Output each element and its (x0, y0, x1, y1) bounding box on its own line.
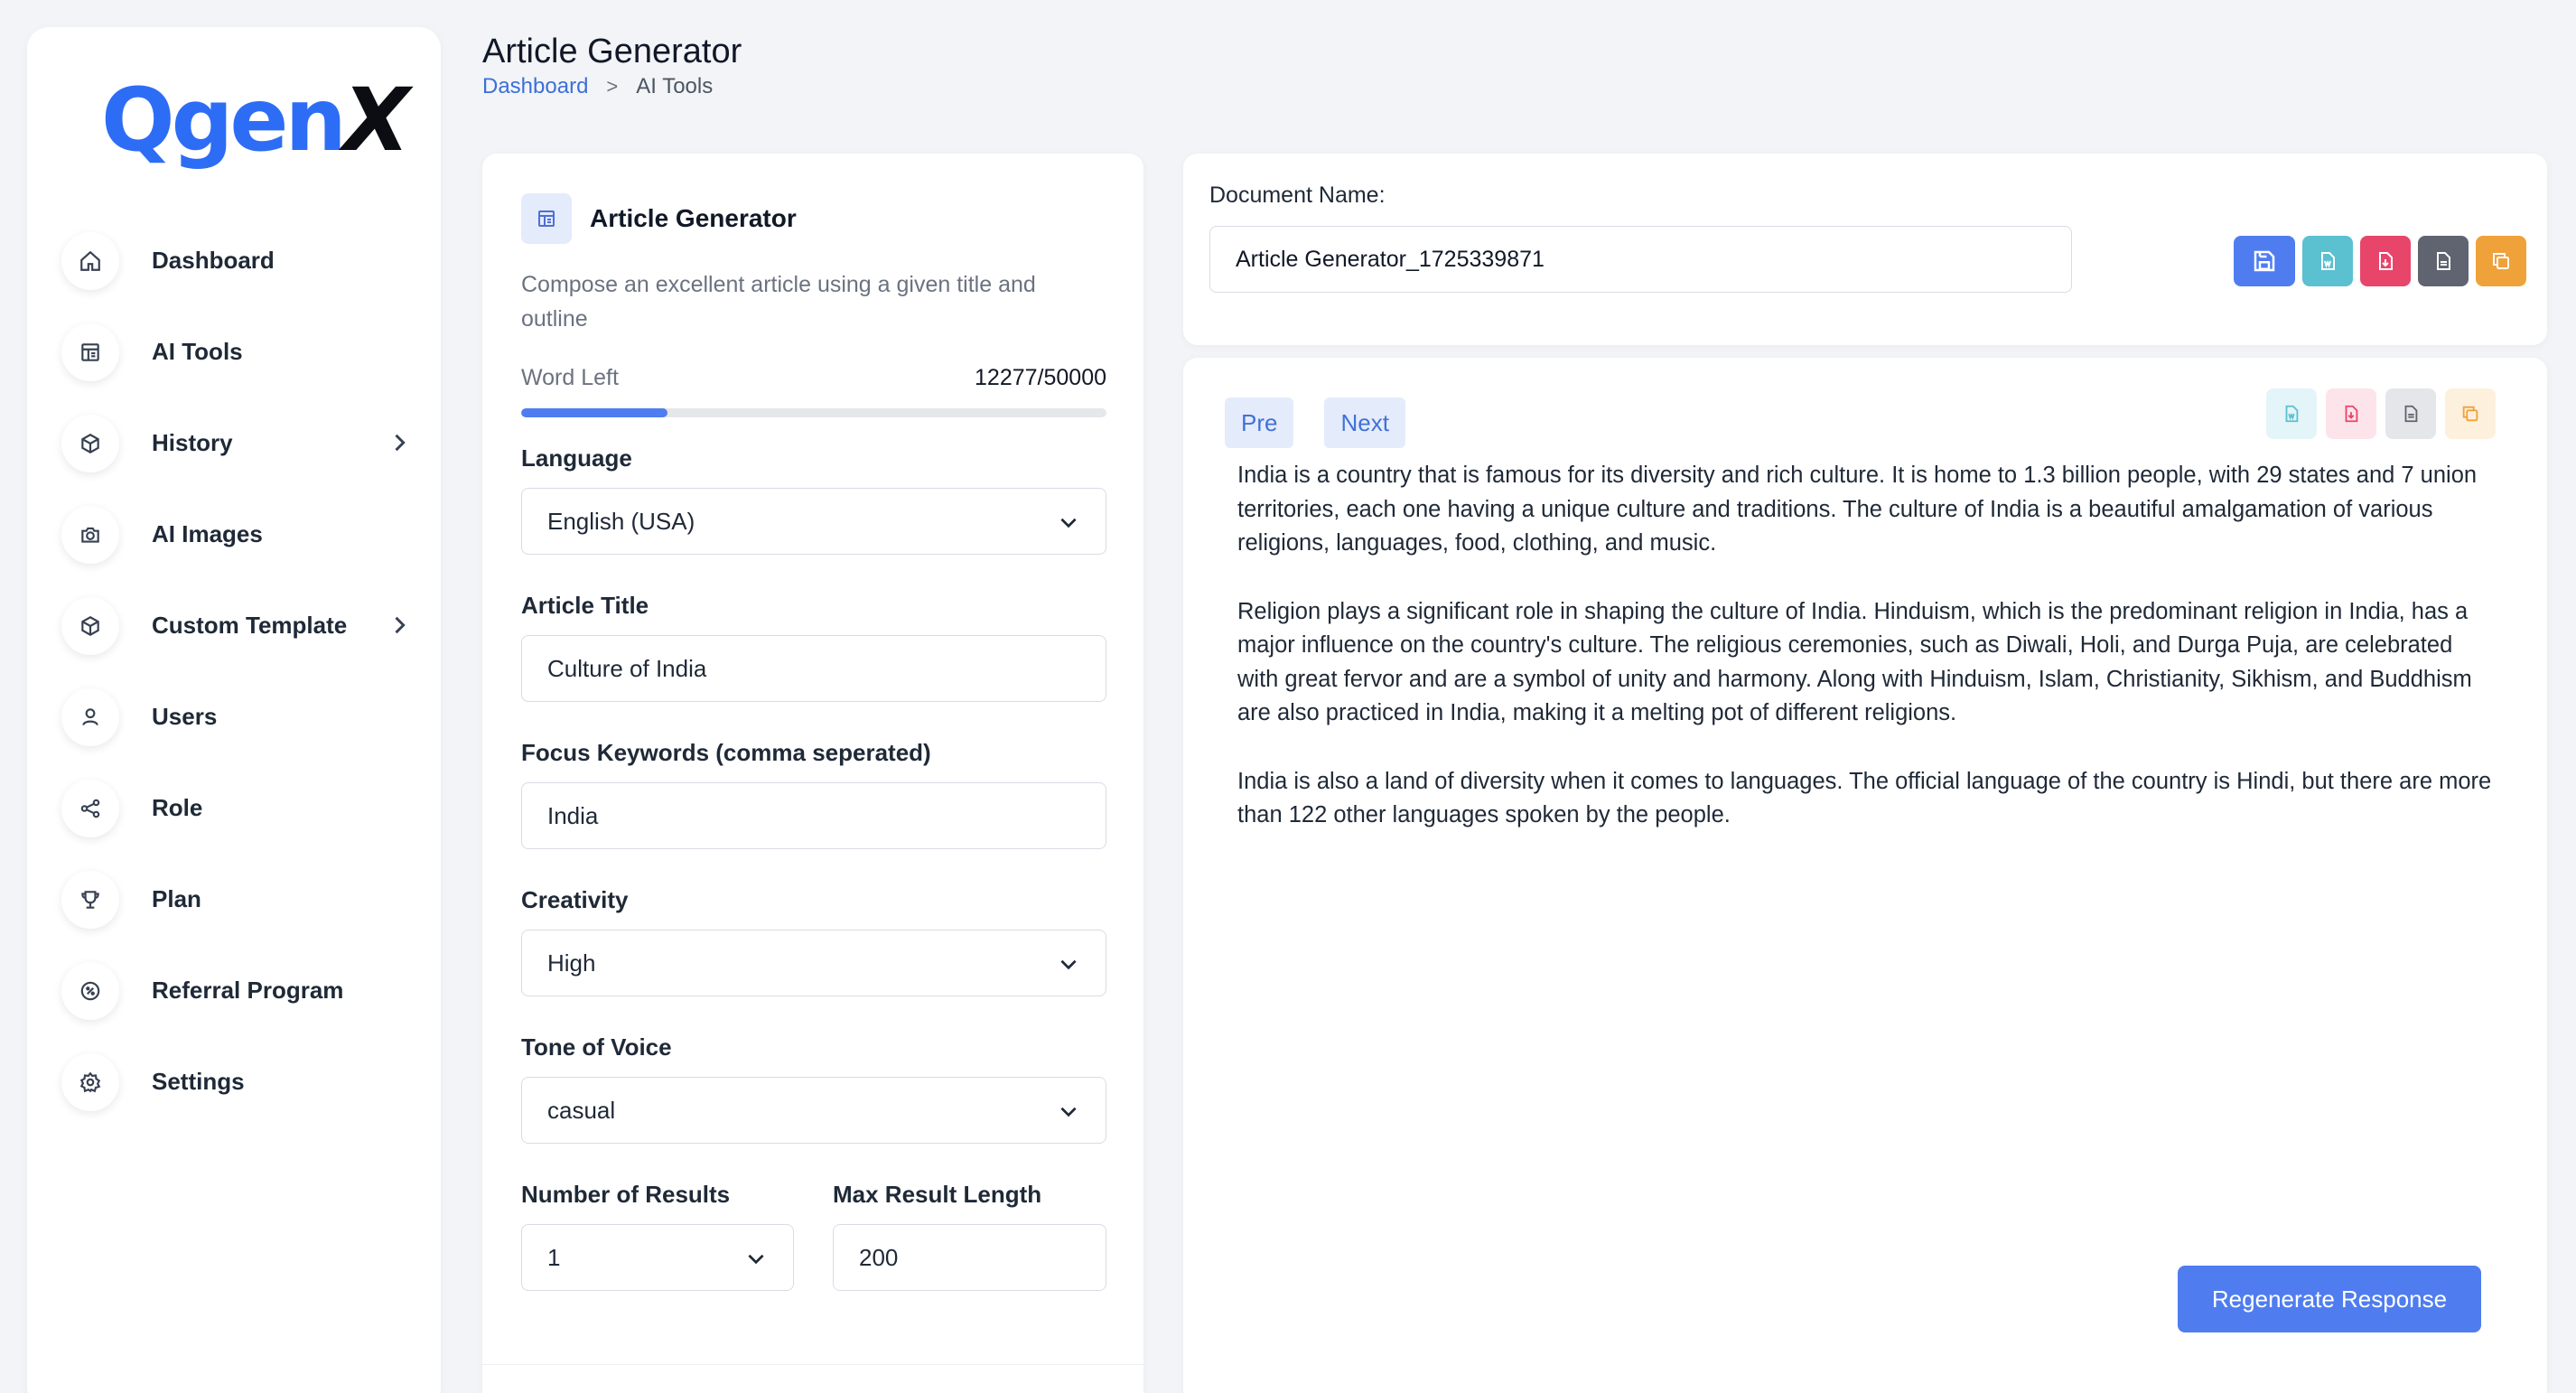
document-name-label: Document Name: (1209, 182, 1386, 208)
chevron-right-icon[interactable] (387, 612, 412, 638)
chevron-down-icon (744, 1247, 768, 1270)
sidebar-item-label: Users (152, 703, 218, 730)
layout-icon (61, 323, 119, 381)
word-count: 12277/50000 (975, 365, 1106, 390)
file-pdf-icon (2375, 250, 2396, 272)
file-pdf-icon (2341, 404, 2361, 424)
word-left-label: Word Left (521, 365, 619, 390)
logo[interactable] (101, 70, 406, 170)
trophy-icon (61, 871, 119, 929)
result-text[interactable] (1237, 459, 2493, 867)
language-select-value: English (USA) (547, 507, 695, 535)
sidebar-item-label: AI Images (152, 520, 263, 547)
copy-icon (2460, 404, 2480, 424)
focus-keywords-label: Focus Keywords (comma seperated) (521, 739, 931, 766)
layout-icon (521, 193, 572, 244)
form-card-header (521, 193, 797, 244)
file-word-icon (2317, 250, 2338, 272)
max-result-length-input[interactable] (833, 1224, 1106, 1291)
sidebar-item-label: History (152, 429, 233, 456)
result-paragraph: India is a country that is famous for its diversity and rich culture. It is home to 1.3 billion people, with 29 states and 7 union territories, each one having a unique culture and traditions. The culture of India is a beautiful amalgamation of various religions, languages, food, clothing, and music. (1237, 463, 2478, 556)
result-paragraph: India is also a land of diversity when it comes to languages. The official language of the country is Hindi, but there are more than 122 other languages spoken by the people. (1237, 768, 2492, 827)
article-title-input[interactable] (521, 635, 1106, 702)
cube-icon (61, 597, 119, 655)
document-card (1183, 154, 2547, 345)
save-button[interactable] (2234, 236, 2295, 286)
export-txt-button[interactable] (2385, 388, 2436, 439)
sidebar (27, 27, 441, 1393)
creativity-select-value: High (547, 949, 596, 977)
word-usage-progress-fill (521, 408, 667, 417)
document-name-value: Article Generator_1725339871 (1236, 246, 1545, 272)
gear-icon (61, 1053, 119, 1111)
max-result-length-value: 200 (859, 1243, 899, 1271)
focus-keywords-value: India (547, 801, 599, 829)
tone-of-voice-select-value: casual (547, 1096, 616, 1124)
logo-accent-text: X (342, 70, 406, 171)
sidebar-nav (61, 215, 423, 1127)
user-icon (61, 688, 119, 746)
creativity-label: Creativity (521, 886, 629, 913)
copy-button[interactable] (2476, 236, 2526, 286)
sidebar-item-settings[interactable] (61, 1036, 423, 1127)
number-of-results-value: 1 (547, 1243, 561, 1271)
breadcrumb (482, 74, 713, 99)
generator-form-card (482, 154, 1143, 1393)
form-description: Compose an excellent article using a given title and outline (521, 272, 1036, 332)
language-select[interactable] (521, 488, 1106, 555)
word-usage-progress (521, 408, 1106, 417)
number-of-results-select[interactable] (521, 1224, 794, 1291)
divider (482, 1364, 1143, 1365)
chevron-right-icon[interactable] (387, 430, 412, 455)
file-text-icon (2432, 250, 2454, 272)
sidebar-item-label: Referral Program (152, 977, 344, 1004)
save-icon (2251, 248, 2278, 275)
page-title: Article Generator (482, 33, 742, 70)
copy-icon (2490, 250, 2512, 272)
next-result-button[interactable]: Next (1324, 397, 1405, 448)
sidebar-item-users[interactable] (61, 671, 423, 762)
export-pdf-button[interactable] (2360, 236, 2411, 286)
creativity-select[interactable] (521, 930, 1106, 996)
chevron-down-icon (1057, 952, 1080, 976)
export-txt-button[interactable] (2418, 236, 2469, 286)
sidebar-item-label: Settings (152, 1068, 245, 1095)
sidebar-item-ai-tools[interactable] (61, 306, 423, 397)
result-card (1183, 358, 2547, 1393)
export-docx-button[interactable] (2266, 388, 2317, 439)
article-title-value: Culture of India (547, 654, 707, 682)
sidebar-item-history[interactable] (61, 397, 423, 489)
copy-button[interactable] (2445, 388, 2496, 439)
export-docx-button[interactable] (2302, 236, 2353, 286)
regenerate-response-button[interactable]: Regenerate Response (2178, 1266, 2481, 1332)
cube-icon (61, 415, 119, 472)
sidebar-item-label: Dashboard (152, 247, 275, 274)
share-icon (61, 780, 119, 837)
word-usage (521, 365, 1106, 391)
result-pager (1225, 397, 1405, 448)
sidebar-item-role[interactable] (61, 762, 423, 854)
sidebar-item-plan[interactable] (61, 854, 423, 945)
home-icon (61, 232, 119, 290)
discount-icon (61, 962, 119, 1020)
breadcrumb-current: AI Tools (636, 74, 714, 98)
breadcrumb-separator: > (606, 75, 619, 98)
sidebar-item-label: Custom Template (152, 612, 348, 639)
previous-result-button[interactable]: Pre (1225, 397, 1293, 448)
article-title-label: Article Title (521, 592, 649, 619)
focus-keywords-input[interactable] (521, 782, 1106, 849)
sidebar-item-label: Role (152, 794, 203, 821)
sidebar-item-label: Plan (152, 885, 201, 912)
tone-of-voice-select[interactable] (521, 1077, 1106, 1144)
number-of-results-label: Number of Results (521, 1181, 731, 1208)
sidebar-item-dashboard[interactable] (61, 215, 423, 306)
tone-of-voice-label: Tone of Voice (521, 1033, 672, 1061)
language-label: Language (521, 444, 632, 472)
camera-icon (61, 506, 119, 564)
result-actions (2266, 388, 2496, 439)
document-name-input[interactable] (1209, 226, 2072, 293)
chevron-down-icon (1057, 510, 1080, 534)
file-word-icon (2282, 404, 2301, 424)
logo-main-text: Qgen (101, 70, 343, 171)
form-card-title: Article Generator (590, 204, 797, 232)
document-actions (2234, 236, 2526, 286)
export-pdf-button[interactable] (2326, 388, 2376, 439)
result-paragraph: Religion plays a significant role in shaping the culture of India. Hinduism, which is the predominant religion in India, has a major influence on the country's culture. The religious ceremonies, such as Diwali, Holi, and Durga Puja, are celebrated with great fervor and are a symbol of unity and harmony. Along with Hinduism, Islam, Christianity, Sikhism, and Buddhism are also practiced in India, making it a melting pot of different religions. (1237, 598, 2472, 725)
file-text-icon (2401, 404, 2421, 424)
breadcrumb-link-dashboard[interactable]: Dashboard (482, 74, 589, 98)
chevron-down-icon (1057, 1099, 1080, 1123)
sidebar-item-label: AI Tools (152, 338, 243, 365)
sidebar-item-ai-images[interactable] (61, 489, 423, 580)
sidebar-item-referral-program[interactable] (61, 945, 423, 1036)
max-result-length-label: Max Result Length (833, 1181, 1042, 1208)
sidebar-item-custom-template[interactable] (61, 580, 423, 671)
